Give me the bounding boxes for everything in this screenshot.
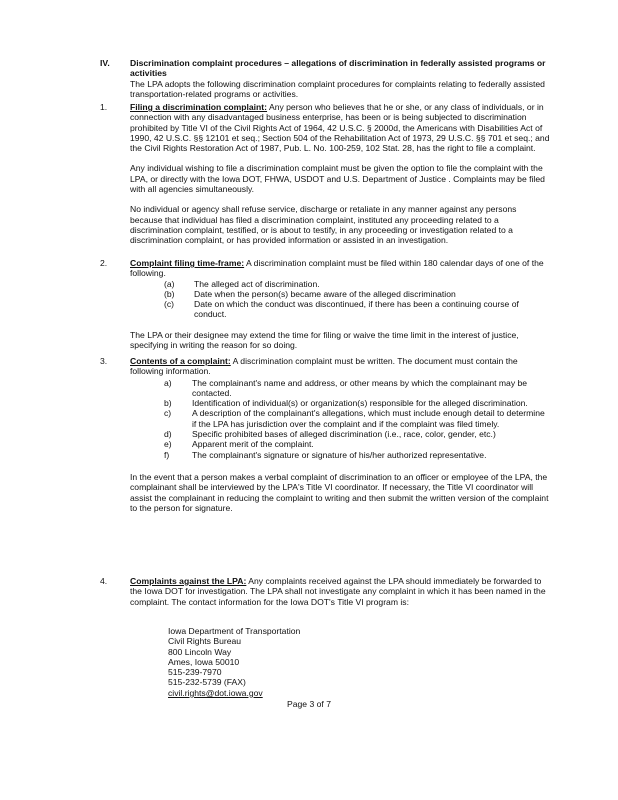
- item-number: 2.: [100, 258, 108, 268]
- item-number: 1.: [100, 102, 108, 112]
- list-item: [164, 408, 550, 429]
- section-heading: Discrimination complaint procedures – allegations of discrimination in federally assisted programs or activities: [130, 58, 546, 79]
- contact-street: 800 Lincoln Way: [168, 646, 232, 657]
- list-item: [164, 378, 550, 399]
- item-text: A discrimination complaint must be filed within 180 calendar days of one of the following.: [130, 258, 544, 279]
- list-item-label: d): [164, 429, 172, 440]
- list-item-label: a): [164, 377, 172, 388]
- list-item-text: Apparent merit of the complaint.: [192, 439, 314, 450]
- list-item-label: b): [164, 398, 172, 409]
- item-text: Any person who believes that he or she, or any class of individuals, or in connection with any disadvantaged business enterprise, has been or is being subjected to discrimination prohibited by Title VI of the Civil Rights Act of 1964, 42 U.S.C. § 2000d, the Americans with Disabilities Act of 1990, 42 U.S.C. §§ 12101 et seq.; Section 504 of the Rehabilitation Act of 1973, 29 U.S.C. §§ 701 et seq.; and the Civil Rights Restoration Act of 1987, Pub. L. No. 100-259, 102 Stat. 28, has the right to file a complaint.: [130, 102, 550, 154]
- item-paragraph-2: Any individual wishing to file a discrimination complaint must be given the option to file the complaint with the LPA, or directly with the Iowa DOT, FHWA, USDOT and U.S. Department of Justice . Complaints may be filed with all agencies simultaneously.: [130, 163, 545, 195]
- item-3: [100, 356, 550, 513]
- list-item-label: c): [164, 408, 172, 419]
- list-item-text: Specific prohibited bases of alleged discrimination (i.e., race, color, gender, etc.): [192, 429, 496, 440]
- contact-phone: 515-239-7970: [168, 667, 222, 678]
- list-item: [164, 398, 550, 408]
- item-paragraph: [130, 576, 550, 607]
- item-2: [100, 258, 550, 351]
- item-paragraph: [130, 258, 550, 279]
- contact-block: [168, 626, 300, 698]
- list-item-text: Date when the person(s) became aware of the alleged discrimination: [194, 288, 456, 299]
- list-item: [164, 450, 550, 460]
- section-number: IV.: [100, 58, 110, 68]
- list-item-label: e): [164, 439, 172, 450]
- item-text: A discrimination complaint must be written. The document must contain the following information.: [130, 356, 518, 377]
- list-item-text: Identification of individual(s) or organization(s) responsible for the alleged discrimination.: [192, 398, 528, 409]
- page-number: Page 3 of 7: [287, 699, 331, 709]
- list-item-label: (b): [164, 288, 175, 299]
- item-lead: Contents of a complaint:: [130, 356, 231, 366]
- item-paragraph: [130, 356, 550, 377]
- list-item: [164, 289, 550, 299]
- item-lead: Filing a discrimination complaint:: [130, 102, 268, 112]
- list-item-text: The complainant's name and address, or other means by which the complainant may be contacted.: [192, 377, 528, 398]
- list-item-text: The complainant's signature or signature of his/her authorized representative.: [192, 449, 487, 460]
- list-item: [164, 429, 550, 439]
- item-number: 4.: [100, 576, 108, 586]
- section-iv: [100, 58, 550, 99]
- section-intro: The LPA adopts the following discrimination complaint procedures for complaints relating to federally assisted transportation-related programs or activities.: [130, 78, 545, 99]
- item-1: [100, 102, 550, 246]
- contact-org: Iowa Department of Transportation: [168, 626, 301, 636]
- list-item: [164, 439, 550, 449]
- list-item-label: (a): [164, 278, 175, 289]
- item-number: 3.: [100, 356, 108, 366]
- item-paragraph-2: In the event that a person makes a verbal complaint of discrimination to an officer or employee of the LPA, the complainant shall be interviewed by the LPA's Title VI coordinator. If necessary, the Title VI coordinator will assist the complainant in reducing the complaint to writing and then submit the written version of the complaint to the person for signature.: [130, 471, 549, 513]
- contact-email-link[interactable]: civil.rights@dot.iowa.gov: [168, 687, 263, 698]
- item-text: Any complaints received against the LPA should immediately be forwarded to the Iowa DOT for investigation. The LPA shall not investigate any complaint in which it has been named in the complaint. The contact information for the Iowa DOT's Title VI program is:: [130, 576, 546, 607]
- item-paragraph-3: No individual or agency shall refuse service, discharge or retaliate in any manner against any persons because that individual has filed a discrimination complaint, instituted any proceeding related to a discrimination complaint, testified, or is about to testify, in any proceeding or investigation related to a discrimination complaint, or has provided information or assisted in an investigation.: [130, 204, 517, 246]
- contents-list: [164, 378, 550, 460]
- item-paragraph-2: The LPA or their designee may extend the time for filing or waive the time limit in the interest of justice, specifying in writing the reason for so doing.: [130, 329, 519, 351]
- list-item-text: A description of the complainant's allegations, which must include enough detail to determine if the LPA has jurisdiction over the complaint and if the complaint was filed timely.: [192, 408, 545, 429]
- list-item-label: f): [164, 449, 170, 460]
- list-item-text: The alleged act of discrimination.: [194, 278, 320, 289]
- item-lead: Complaint filing time-frame:: [130, 258, 245, 268]
- item-4: [100, 576, 550, 607]
- item-lead: Complaints against the LPA:: [130, 576, 247, 586]
- contact-bureau: Civil Rights Bureau: [168, 636, 242, 647]
- list-item-label: (c): [164, 299, 175, 310]
- contact-fax: 515-232-5739 (FAX): [168, 677, 246, 688]
- list-item: [164, 279, 550, 289]
- contact-city: Ames, Iowa 50010: [168, 656, 240, 667]
- timeframe-list: [164, 279, 550, 320]
- list-item-text: Date on which the conduct was discontinued, if there has been a continuing course of conduct.: [194, 299, 519, 320]
- list-item: [164, 299, 550, 320]
- item-paragraph: [130, 102, 550, 153]
